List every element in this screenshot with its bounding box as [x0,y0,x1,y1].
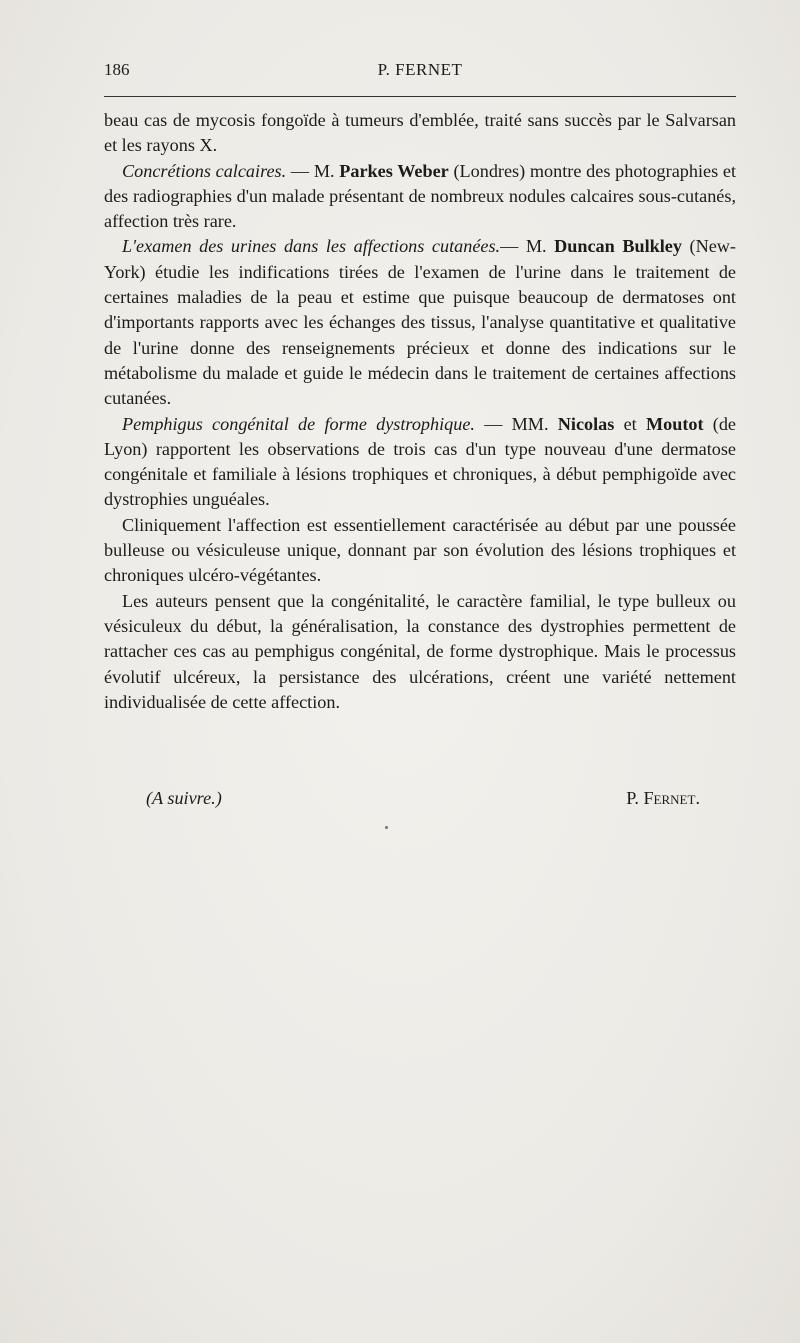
author-name-duncan-bulkley: Duncan Bulkley [554,236,682,257]
to-be-continued-note: (A suivre.) [146,788,222,808]
paragraph-urine-examination [104,234,736,411]
paragraph-text: (de Lyon) rapportent les observations de trois cas d'un type nouveau d'une dermatose congénitale et familiale à lésions trophiques et chroniques, à début pemphigoïde avec dystrophies unguéales. [104,413,736,510]
running-head: P. FERNET [377,60,463,79]
article-signoff [104,788,736,812]
paragraph-authors-conclusion: Les auteurs pensent que la congénitalité, le caractère familial, le type bulleux ou vésiculeux du début, la généralisation, la constance des dystrophies permettent de rattacher ces cas au pemphigus congénital, de forme dystrophique. Mais le processus évolutif ulcéreux, la persistance des ulcérations, créent une variété nettement individualisée de cette affection. [104,590,736,712]
paragraph-calcareous-concretions [104,159,736,235]
section-title-urine-examination: L'examen des urines dans les affections cutanées. [122,236,501,257]
paragraph-text: (New-York) étudie les indifications tirées de l'examen de l'urine dans le traitement de certaines maladies de la peau et estime que puisque beaucoup de dermatoses ont d'importants rapports avec les échanges des tissus, l'analyse quantitative et qualitative de l'urine donne des renseignements précieux et donne des indications sur le métabolisme du malade et guide le médecin dans le traitement de certaines affections cutanées. [104,236,736,409]
page-header [104,60,736,86]
paragraph-clinical-description: Cliniquement l'affection est essentiellement caractérisée au début par une poussée bulleuse ou vésiculeuse unique, donnant par son évolution des lésions trophiques et chroniques ulcéro-végétantes. [104,514,736,586]
author-name-parkes-weber: Parkes Weber [339,160,449,181]
paragraph-congenital-pemphigus [104,412,736,513]
title-dash: — M. [286,160,340,181]
paragraph-continuation: beau cas de mycosis fongoïde à tumeurs d'emblée, traité sans succès par le Salvarsan et les rayons X. [104,110,736,156]
conjunction: et [614,413,646,434]
paragraph-text: (Londres) montre des photographies et des radiographies d'un malade présentant de nombreux nodules calcaires sous-cutanés, affection très rare. [104,160,737,232]
header-rule [104,96,736,97]
article-text [104,108,736,715]
section-title-calcareous-concretions: Concrétions calcaires. [122,160,287,181]
title-dash: — M. [500,236,555,257]
author-name-nicolas: Nicolas [557,413,615,434]
title-dash: — MM. [474,413,558,434]
author-name-moutot: Moutot [645,413,704,434]
signoff-author: P. Fernet. [626,788,700,808]
section-title-congenital-pemphigus: Pemphigus congénital de forme dystrophique. [122,413,475,434]
print-speck [385,826,388,829]
page-number: 186 [104,60,130,79]
